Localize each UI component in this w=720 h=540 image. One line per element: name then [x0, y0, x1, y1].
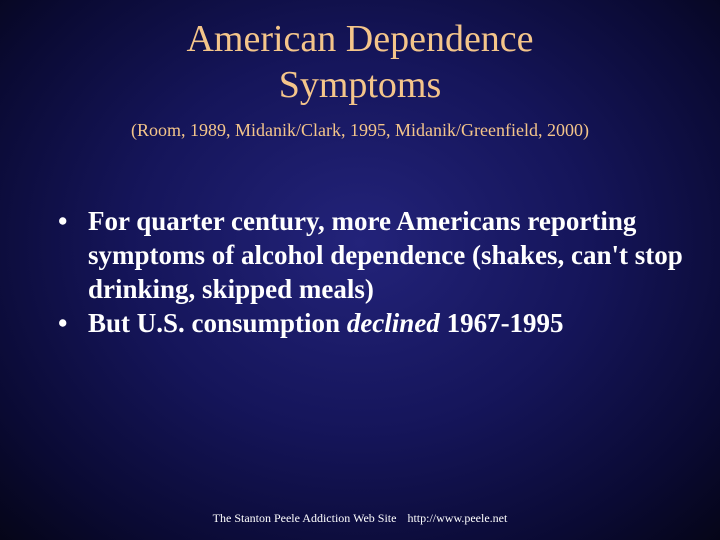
bullet-item-2: [58, 306, 698, 340]
bullet-list: [58, 204, 698, 340]
bullet-text-2-end: 1967-1995: [439, 308, 564, 338]
footer-site-name: The Stanton Peele Addiction Web Site: [212, 511, 397, 525]
title-line-2: Symptoms: [278, 64, 442, 106]
citation: (Room, 1989, Midanik/Clark, 1995, Midanik/Greenfield, 2000): [131, 120, 589, 140]
title-line-1: American Dependence: [186, 18, 534, 60]
bullet-item-1: [58, 204, 698, 306]
bullet-text-2-emphasis: declined: [346, 308, 440, 338]
bullet-marker: •: [58, 206, 68, 236]
slide-title: [0, 16, 720, 108]
footer-url[interactable]: http://www.peele.net: [407, 511, 508, 525]
footer: [0, 510, 720, 526]
bullet-marker: •: [58, 308, 68, 338]
bullet-text-1: For quarter century, more Americans reporting symptoms of alcohol dependence (shakes, can't stop drinking, skipped meals): [88, 206, 683, 304]
bullet-text-2-start: But U.S. consumption: [88, 308, 347, 338]
